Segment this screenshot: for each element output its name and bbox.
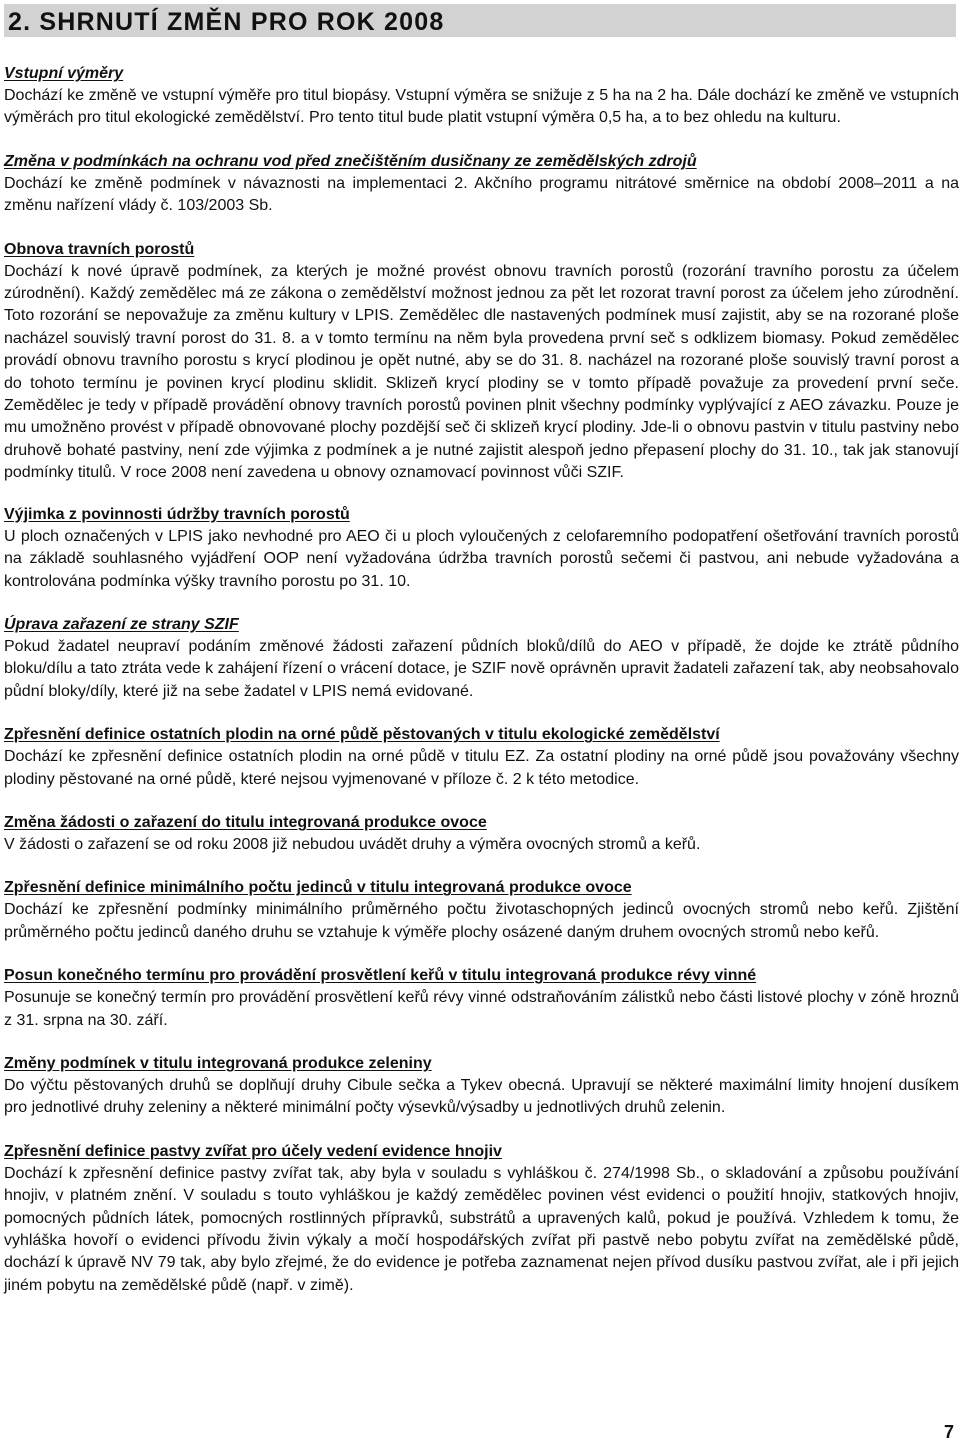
section-heading: Obnova travních porostů <box>4 240 195 258</box>
section-pastva-zvirat <box>4 1141 959 1297</box>
section-vstupni-vymery <box>4 63 959 130</box>
section-text: Pokud žadatel neupraví podáním změnové žádosti zařazení půdních bloků/dílů do AEO v případě, že dojde ke ztrátě půdního bloku/dílu a tato ztráta vede k zahájení řízení o vrácení dotace, je SZIF nově oprávněn upravit žadateli zařazení tak, aby neobsahovalo půdní bloky/díly, které již na sebe žadatel v LPIS nemá evidované. <box>4 637 959 700</box>
section-heading: Zpřesnění definice ostatních plodin na orné půdě pěstovaných v titulu ekologické zemědělství <box>4 726 720 744</box>
section-heading: Výjimka z povinnosti údržby travních porostů <box>4 505 350 523</box>
section-header-bar <box>4 4 956 37</box>
section-heading: Zpřesnění definice pastvy zvířat pro účely vedení evidence hnojiv <box>4 1142 502 1160</box>
page-title: 2. SHRNUTÍ ZMĚN PRO ROK 2008 <box>8 8 445 36</box>
section-heading: Zpřesnění definice minimálního počtu jedinců v titulu integrovaná produkce ovoce <box>4 879 632 897</box>
section-vyjimka-udrzba <box>4 504 959 593</box>
section-zpresneni-pocet-jedincu <box>4 877 959 944</box>
section-heading: Změny podmínek v titulu integrovaná produkce zeleniny <box>4 1054 432 1072</box>
section-zmeny-zelenina <box>4 1053 959 1120</box>
section-heading: Změna žádosti o zařazení do titulu integrovaná produkce ovoce <box>4 813 487 831</box>
section-obnova-travnich-porostu <box>4 239 959 485</box>
section-text: Dochází ke změně ve vstupní výměře pro titul biopásy. Vstupní výměra se snižuje z 5 ha na 2 ha. Dále dochází ke změně ve vstupních výměrách pro titul ekologické zemědělství. Pro tento titul bude platit vstupní výměra 0,5 ha, a to bez ohledu na kulturu. <box>4 87 959 127</box>
section-text: Dochází ke změně podmínek v návaznosti na implementaci 2. Akčního programu nitrátové směrnice na období 2008–2011 a na změnu nařízení vlády č. 103/2003 Sb. <box>4 174 959 215</box>
section-text: Dochází k nové úpravě podmínek, za kterých je možné provést obnovu travních porostů (rozorání travního porostu za účelem zúrodnění). Každý zemědělec má ze zákona o zemědělství možnost jednou za pět let rozorat travní porost za účelem jeho zúrodnění. Toto rozorání se nepovažuje za změnu kultury v LPIS. Zemědělec dle nastavených podmínek musí zajistit, aby se na rozorané ploše nacházel souvislý travní porost do 31. 8. a v tomto termínu na něm byla provedena první seč s odklizem biomasy. Pokud zemědělec provádí obnovu travního porostu s krycí plodinou je opět nutné, aby se do 31. 8. nacházel na rozorané ploše souvislý travní porost a do tohoto termínu je povinen krycí plodinu sklidit. Sklizeň krycí plodiny se v tomto případě považuje za provedení první seče. Zemědělec je tedy v případě provádění obnovy travních porostů povinen plnit všechny podmínky vyplývající z AEO závazku. Pouze je mu umožněno provést v případě obnovované plochy pozdější seč či sklizeň krycí plodiny. Jde-li o obnovu pastvin v titulu pastviny nebo druhově bohaté pastviny, není zde výjimka z podmínek a je nutné zajistit alespoň jedno přepasení plochy do 31. 10., tak jak stanovují podmínky titulů. V roce 2008 není zavedena u obnovy oznamovací povinnost vůči SZIF. <box>4 262 959 482</box>
section-text: Posunuje se konečný termín pro provádění prosvětlení keřů révy vinné odstraňováním zálistků nebo části listové plochy v zóně hroznů z 31. srpna na 30. září. <box>4 989 959 1029</box>
section-uprava-zarazeni-szif <box>4 614 959 703</box>
page-number: 7 <box>943 1422 954 1442</box>
section-zmena-podminek-ochrana-vod <box>4 151 959 218</box>
section-heading: Úprava zařazení ze strany SZIF <box>4 615 239 633</box>
section-zpresneni-ostatni-plodiny <box>4 724 959 791</box>
section-heading: Posun konečného termínu pro provádění prosvětlení keřů v titulu integrovaná produkce révy vinné <box>4 967 757 985</box>
section-posun-terminu-reva <box>4 965 959 1032</box>
section-text: Do výčtu pěstovaných druhů se doplňují druhy Cibule sečka a Tykev obecná. Upravují se některé maximální limity hnojení dusíkem pro jednotlivé druhy zeleniny a některé minimální počty výsevků/výsadby u jednotlivých druhů zelenin. <box>4 1076 959 1117</box>
document-body <box>4 63 959 1297</box>
section-text: Dochází ke zpřesnění podmínky minimálního průměrného počtu životaschopných jedinců ovocných stromů nebo keřů. Zjištění průměrného počtu jedinců daného druhu se vztahuje k výměře plochy osázené daným druhem ovocných stromů nebo keřů. <box>4 901 959 941</box>
section-text: Dochází k zpřesnění definice pastvy zvířat tak, aby byla v souladu s vyhláškou č. 274/1998 Sb., o skladování a způsobu používání hnojiv, v platném znění. V souladu s touto vyhláškou je každý zemědělec povinen vést evidenci o použití hnojiv, statkových hnojiv, pomocných půdních látek, pomocných rostlinných přípravků, substrátů a upravených kalů, pokud je používá. Vzhledem k tomu, že vyhláška hovoří o evidenci přívodu živin výkaly a močí hospodářských zvířat při pastvě nebo pobytu zvířat na zemědělské půdě, dochází k úpravě NV 79 tak, aby bylo zřejmé, že do evidence je potřeba zaznamenat nejen přívod dusíku pastvou zvířat, ale i při jejich jiném pobytu na zemědělské půdě (např. v zimě). <box>4 1164 959 1294</box>
section-text: U ploch označených v LPIS jako nevhodné pro AEO či u ploch vyloučených z celofaremního podopatření ošetřování travních porostů na základě souhlasného vyjádření OOP není vyžadována údržba travních porostů sečemi či pastvou, ani nebude vyžadována a kontrolována podmínka výšky travního porostu po 31. 10. <box>4 527 959 590</box>
section-text: V žádosti o zařazení se od roku 2008 již nebudou uvádět druhy a výměra ovocných stromů a keřů. <box>4 835 701 853</box>
section-text: Dochází ke zpřesnění definice ostatních plodin na orné půdě v titulu EZ. Za ostatní plodiny na orné půdě jsou považovány všechny plodiny pěstované na orné půdě, které nejsou vyjmenované v příloze č. 2 k této metodice. <box>4 748 959 788</box>
section-heading: Vstupní výměry <box>4 65 124 82</box>
section-heading: Změna v podmínkách na ochranu vod před znečištěním dusičnany ze zemědělských zdrojů <box>4 152 697 170</box>
section-zmena-zadosti-ovoce <box>4 812 959 856</box>
